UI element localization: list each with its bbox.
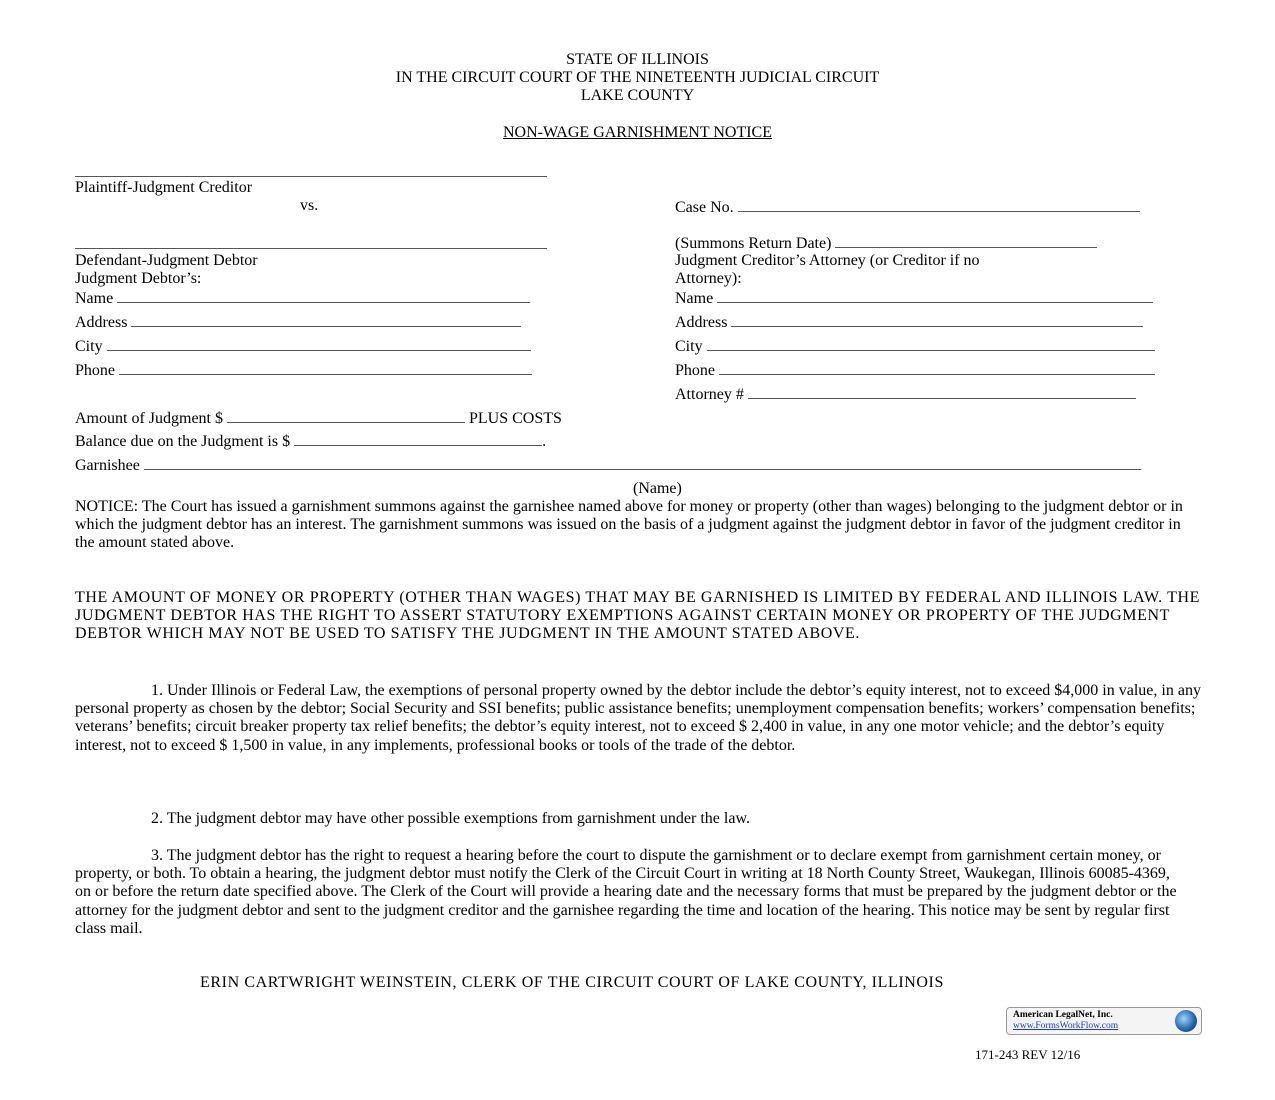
debtor-address-row (75, 312, 521, 332)
garnishee-name-caption: (Name) (633, 480, 682, 497)
balance-due-field[interactable] (294, 431, 542, 446)
judgment-amount-label: Amount of Judgment $ (75, 410, 223, 427)
court-heading: IN THE CIRCUIT COURT OF THE NINETEENTH JUDICIAL CIRCUIT (395, 69, 880, 86)
attorney-number-field[interactable] (748, 384, 1136, 399)
exemption-item-2: 2. The judgment debtor may have other possible exemptions from garnishment under the law. (151, 810, 750, 827)
attorney-address-field[interactable] (731, 312, 1143, 327)
attorney-phone-row (675, 360, 1155, 380)
judgment-amount-row (75, 408, 562, 428)
debtor-phone-label: Phone (75, 362, 115, 379)
debtor-name-row (75, 288, 530, 308)
attorney-name-row (675, 288, 1153, 308)
defendant-label: Defendant-Judgment Debtor (75, 252, 258, 269)
exemption-item-1: 1. Under Illinois or Federal Law, the exemptions of personal property owned by the debtor include the debtor’s equity interest, not to exceed $4,000 in value, in any personal property as chosen by the debtor; Social Security and SSI benefits; public assistance benefits; unemployment compensation benefits; workers’ compensation benefits; veterans’ benefits; circuit breaker property tax relief benefits; the debtor’s equity interest, not to exceed $ 2,400 in value, in any one motor vehicle; and the debtor’s equity interest, not to exceed $ 1,500 in value, in any implements, professional books or tools of the trade of the debtor. (75, 682, 1201, 754)
balance-period: . (542, 433, 547, 450)
case-number-row (675, 197, 1140, 217)
debtor-address-field[interactable] (131, 312, 521, 327)
attorney-heading-line2: Attorney): (675, 270, 742, 287)
versus-label: vs. (300, 197, 319, 214)
attorney-heading-line1: Judgment Creditor’s Attorney (or Creditor if no (675, 252, 980, 269)
summons-return-row (675, 233, 1097, 253)
debtor-phone-field[interactable] (119, 360, 532, 375)
plaintiff-label: Plaintiff-Judgment Creditor (75, 179, 253, 196)
notice-intro: NOTICE: The Court has issued a garnishment summons against the garnishee named above for money or property (other than wages) belonging to the judgment debtor or in which the judgment debtor has an interest. The garnishment summons was issued on the basis of a judgment against the judgment debtor in favor of the judgment creditor in the amount stated above. (75, 498, 1183, 552)
notice-limits-caps: THE AMOUNT OF MONEY OR PROPERTY (OTHER THAN WAGES) THAT MAY BE GARNISHED IS LIMITED BY FEDERAL AND ILLINOIS LAW. THE JUDGMENT DEBTOR HAS THE RIGHT TO ASSERT STATUTORY EXEMPTIONS AGAINST CERTAIN MONEY OR PROPERTY OF THE JUDGMENT DEBTOR WHICH MAY NOT BE USED TO SATISFY THE JUDGMENT IN THE AMOUNT STATED ABOVE. (75, 589, 1200, 643)
judgment-amount-field[interactable] (227, 408, 465, 423)
debtor-name-label: Name (75, 290, 114, 307)
attorney-city-row (675, 336, 1155, 356)
plus-costs-label: PLUS COSTS (469, 410, 562, 427)
debtor-address-label: Address (75, 314, 128, 331)
case-number-field[interactable] (738, 197, 1140, 212)
clerk-signature: ERIN CARTWRIGHT WEINSTEIN, CLERK OF THE CIRCUIT COURT OF LAKE COUNTY, ILLINOIS (200, 974, 944, 991)
american-legalnet-logo[interactable] (1006, 1007, 1202, 1035)
globe-icon (1175, 1010, 1197, 1032)
form-title (0, 124, 1275, 142)
debtor-phone-row (75, 360, 532, 380)
attorney-city-field[interactable] (707, 336, 1155, 351)
attorney-address-label: Address (675, 314, 728, 331)
attorney-phone-field[interactable] (719, 360, 1155, 375)
logo-url-link[interactable]: www.FormsWorkFlow.com (1013, 1021, 1119, 1031)
attorney-number-label: Attorney # (675, 386, 744, 403)
county-heading: LAKE COUNTY (580, 87, 695, 104)
balance-due-label: Balance due on the Judgment is $ (75, 433, 291, 450)
garnishee-field[interactable] (144, 455, 1141, 470)
logo-company-name: American LegalNet, Inc. (1013, 1010, 1113, 1020)
debtor-city-label: City (75, 338, 103, 355)
defendant-line[interactable] (75, 248, 547, 249)
attorney-phone-label: Phone (675, 362, 715, 379)
summons-return-label: (Summons Return Date) (675, 235, 832, 252)
debtor-heading: Judgment Debtor’s: (75, 270, 202, 287)
exemption-item-3: 3. The judgment debtor has the right to request a hearing before the court to dispute the garnishment or to declare exempt from garnishment certain money, or property, or both. To obtain a hearing, the judgment debtor must notify the Clerk of the Circuit Court in writing at 18 North County Street, Waukegan, Illinois 60085-4369, on or before the return date specified above. The Clerk of the Court will provide a hearing date and the necessary forms that must be prepared by the judgment debtor or the attorney for the judgment debtor and sent to the judgment creditor and the garnishee regarding the time and location of the hearing. This notice may be sent by regular first class mail. (75, 847, 1177, 937)
attorney-address-row (675, 312, 1143, 332)
state-heading: STATE OF ILLINOIS (566, 51, 709, 68)
debtor-city-field[interactable] (107, 336, 531, 351)
attorney-name-field[interactable] (717, 288, 1153, 303)
garnishee-row (75, 455, 1141, 475)
debtor-name-field[interactable] (117, 288, 530, 303)
attorney-number-row (675, 384, 1136, 404)
form-title-text: NON-WAGE GARNISHMENT NOTICE (502, 124, 772, 141)
summons-return-field[interactable] (835, 233, 1097, 248)
garnishee-label: Garnishee (75, 457, 140, 474)
attorney-name-label: Name (675, 290, 714, 307)
attorney-city-label: City (675, 338, 703, 355)
case-number-label: Case No. (675, 199, 734, 216)
form-number: 171-243 REV 12/16 (975, 1047, 1081, 1062)
debtor-city-row (75, 336, 531, 356)
plaintiff-line[interactable] (75, 176, 547, 177)
balance-due-row (75, 431, 546, 451)
